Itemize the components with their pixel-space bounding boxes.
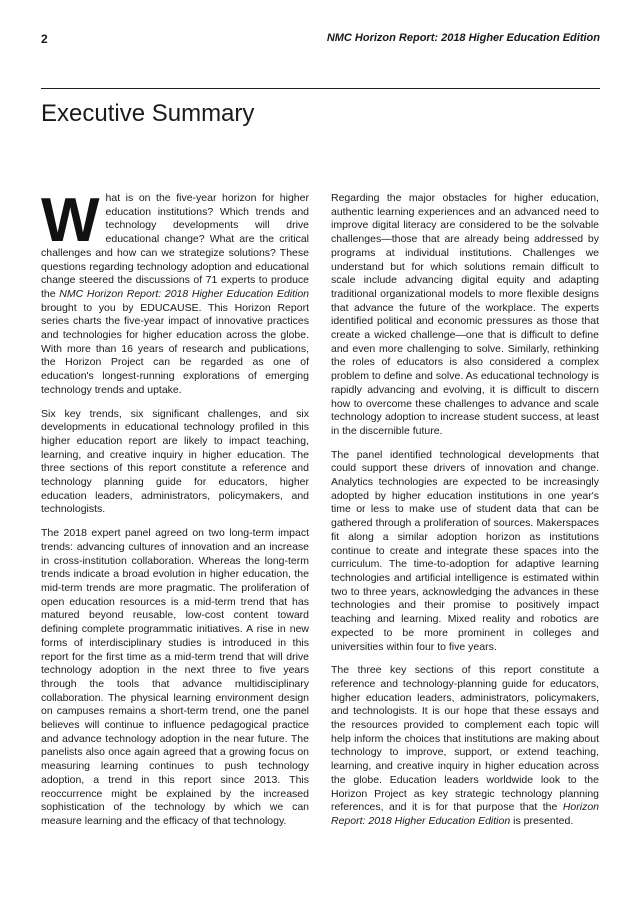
running-header: NMC Horizon Report: 2018 Higher Education Edition — [326, 32, 600, 44]
closing-paragraph — [331, 664, 599, 828]
page-title: Executive Summary — [41, 100, 255, 127]
header-rule — [41, 88, 600, 89]
report-title-italic: NMC Horizon Report: 2018 Higher Education Edition — [59, 287, 309, 300]
left-column — [41, 186, 309, 839]
challenges-paragraph: Regarding the major obstacles for higher education, authentic learning experiences and an advanced need to improve digital literacy are considered to be the solvable challenges—those that are already being addressed by programs at individual institutions. Challenges we understand but for which solutions remain difficult to scale include advancing digital equity and adapting traditional organizational models to more flexible designs that advance the future of the workplace. The experts identified political and economic pressures as those that create a wicked challenge—one that is difficult to define and even more challenging to solve. Similarly, rethinking the roles of educators is also considered a complex problem to define and solve. As educational technology is rapidly advancing and evolving, it is difficult to discern how to overcome these challenges to advance and scale technology adoption to increase student success, at least in the discernible future. — [331, 192, 599, 437]
expert-panel-paragraph: The 2018 expert panel agreed on two long-term impact trends: advancing cultures of innovation and an increase in cross-institution collaboration. Whereas the long-term trends indicate a broad evolution in higher education, the mid-term trends are more pragmatic. The proliferation of open education resources is a mid-term trend that has matured beyond reusable, low-cost content toward defining complete programmatic initiatives. A rise in new forms of interdisciplinary studies is introduced in this report for the first time as a mid-term trend that will drive technology adoption in the next three to five years through the tools that advance multidisciplinary collaboration. The physical learning environment design on campuses remains a short-term trend, one the panel believes will continue to influence pedagogical practice and advance technology adoption in the near future. The panelists also once again agreed that a growing focus on measuring learning continues to push technology adoption, a trend in this report since 2013. This reoccurrence might be explained by the increased sophistication of the technology by which we can measure learning and the efficacy of that technology. — [41, 527, 309, 827]
closing-text-1: The three key sections of this report constitute a reference and technology-planning guide for educators, higher education leaders, administrators, policymakers, and technologists. It is our hope that these essays and the resources provided to complement each topic will help inform the choices that institutions are making about technology to improve, support, or extend teaching, learning, and creative inquiry in higher education across the globe. Education leaders worldwide look to the Horizon Project as key strategic technology planning references, and it is for that purpose that the — [331, 664, 599, 814]
intro-paragraph — [41, 186, 309, 398]
closing-text-2: is presented. — [510, 814, 574, 827]
developments-paragraph: The panel identified technological developments that could support these drivers of innovation and change. Analytics technologies are expected to be increasingly adopted by higher education institutions in one year's time or less to make use of student data that can be gathered through a proliferation of sources. Makerspaces fit along a similar adoption horizon as institutions continue to create and integrate these spaces into the curriculum. The time-to-adoption for adaptive learning technologies and artificial intelligence is estimated within two to three years, acknowledging the advances in these technologies and their promise to positively impact teaching and learning. Mixed reality and robotics are expected to be more prominent in colleges and universities within four to five years. — [331, 448, 599, 653]
drop-cap: W — [41, 186, 100, 255]
trends-overview-paragraph: Six key trends, six significant challenges, and six developments in educational technology profiled in this higher education report are likely to impact teaching, learning, and creative inquiry in higher education. The three sections of this report constitute a reference and technology planning guide for educators, higher education leaders, administrators, policymakers, and technologists. — [41, 407, 309, 516]
intro-text-2: brought to you by EDUCAUSE. This Horizon Report series charts the five-year impact of innovative practices and technologies for higher education across the globe. With more than 16 years of research and publications, the Horizon Project can be regarded as one of education's longest-running explorations of emerging technology trends and uptake. — [41, 301, 309, 396]
intro-text-1: hat is on the five-year horizon for higher education institutions? Which trends and technology developments will drive educational change? What are the critical challenges and how can we strategize solutions? These questions regarding technology adoption and educational change steered the discussions of 71 experts to produce the — [41, 192, 309, 300]
closing-report-title-italic: Horizon Report: 2018 Higher Education Edition — [331, 801, 599, 827]
right-column — [331, 192, 599, 839]
page-number: 2 — [41, 32, 48, 46]
